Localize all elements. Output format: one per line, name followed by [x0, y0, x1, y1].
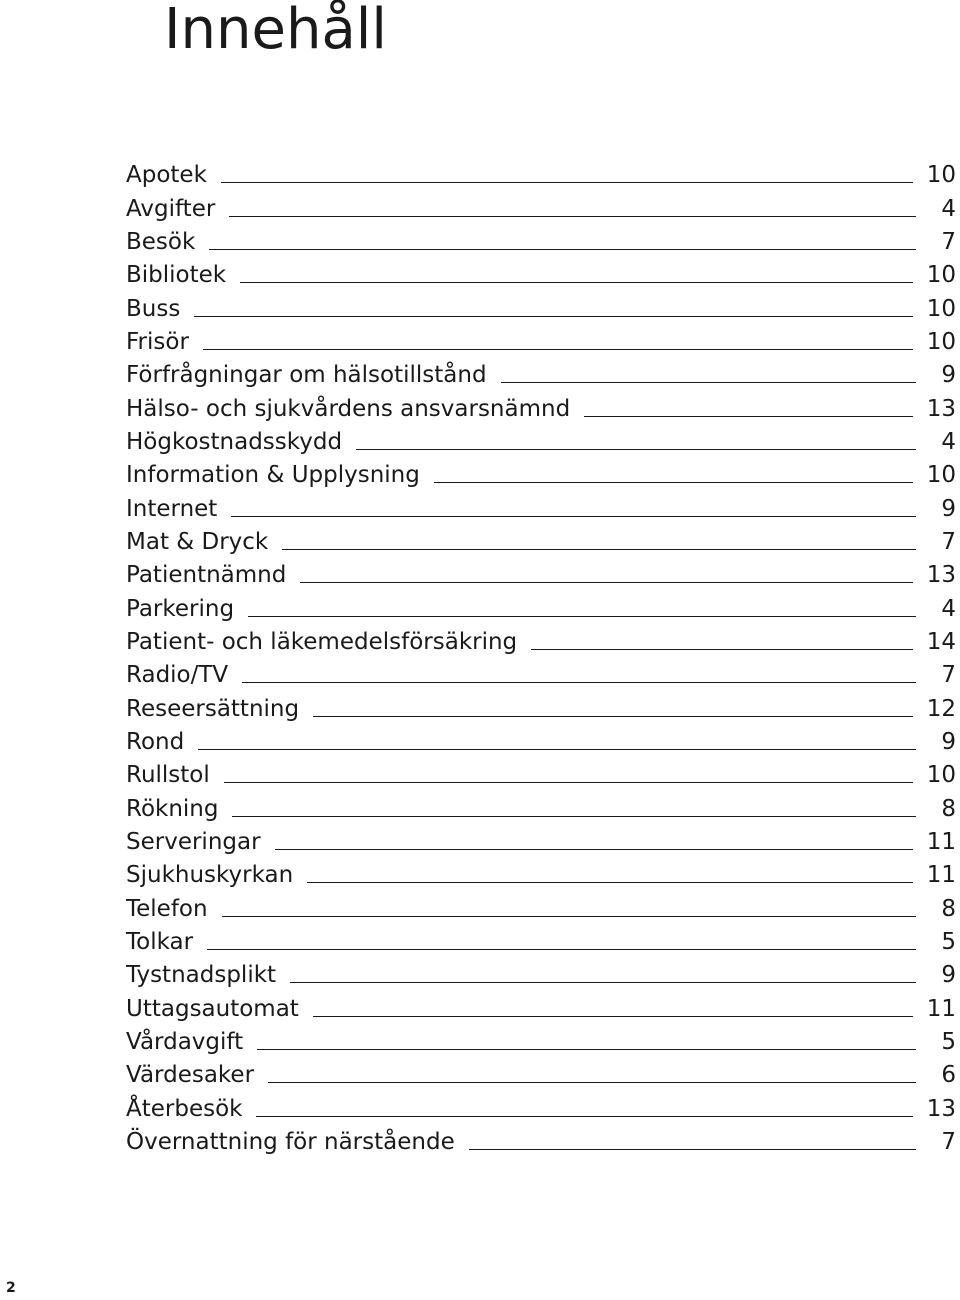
- toc-entry-page: 11: [926, 995, 956, 1022]
- toc-entry-label: Sjukhuskyrkan: [126, 862, 294, 889]
- toc-entry: [126, 256, 956, 289]
- toc-entry-page: 13: [926, 395, 956, 422]
- toc-entry: [126, 323, 956, 356]
- toc-entry-page: 7: [941, 1128, 956, 1155]
- toc-entry-label: Rullstol: [126, 762, 210, 789]
- toc-entry: [126, 623, 956, 656]
- toc-entry-label: Vårdavgift: [126, 1028, 244, 1055]
- table-of-contents: [126, 156, 956, 1156]
- toc-entry-page: 9: [941, 962, 956, 989]
- toc-entry: [126, 689, 956, 722]
- toc-entry: [126, 723, 956, 756]
- toc-entry-label: Internet: [126, 495, 218, 522]
- toc-leader-line: [469, 1149, 916, 1150]
- toc-leader-line: [222, 916, 916, 917]
- toc-entry-page: 10: [926, 262, 956, 289]
- toc-entry: [126, 823, 956, 856]
- toc-entry-page: 10: [926, 462, 956, 489]
- toc-entry-label: Telefon: [126, 895, 208, 922]
- toc-entry-page: 11: [926, 862, 956, 889]
- toc-entry-page: 10: [926, 328, 956, 355]
- toc-entry-page: 9: [941, 495, 956, 522]
- toc-entry-label: Radio/TV: [126, 662, 229, 689]
- toc-entry-label: Apotek: [126, 162, 207, 189]
- toc-entry-label: Hälso- och sjukvårdens ansvarsnämnd: [126, 395, 571, 422]
- toc-entry-page: 4: [941, 195, 956, 222]
- toc-leader-line: [307, 882, 913, 883]
- toc-entry: [126, 656, 956, 689]
- toc-leader-line: [313, 1016, 913, 1017]
- toc-entry-label: Information & Upplysning: [126, 462, 420, 489]
- toc-entry: [126, 1056, 956, 1089]
- page-title: Innehåll: [164, 0, 387, 62]
- toc-entry: [126, 589, 956, 622]
- toc-entry-page: 5: [941, 1028, 956, 1055]
- toc-entry-label: Buss: [126, 295, 181, 322]
- toc-entry-page: 10: [926, 762, 956, 789]
- toc-entry: [126, 189, 956, 222]
- toc-entry-label: Återbesök: [126, 1095, 243, 1122]
- toc-leader-line: [356, 449, 916, 450]
- toc-entry-label: Serveringar: [126, 828, 261, 855]
- toc-entry-page: 9: [941, 362, 956, 389]
- toc-entry-label: Uttagsautomat: [126, 995, 299, 1022]
- toc-entry-page: 14: [926, 628, 956, 655]
- toc-entry: [126, 923, 956, 956]
- toc-leader-line: [231, 516, 916, 517]
- toc-entry-label: Rond: [126, 728, 185, 755]
- toc-entry-label: Besök: [126, 228, 196, 255]
- page-number: 2: [6, 1280, 16, 1296]
- toc-leader-line: [275, 849, 913, 850]
- toc-entry-label: Förfrågningar om hälsotillstånd: [126, 362, 487, 389]
- toc-entry: [126, 289, 956, 322]
- toc-leader-line: [194, 316, 912, 317]
- toc-leader-line: [313, 716, 913, 717]
- toc-entry-page: 12: [926, 695, 956, 722]
- toc-entry-page: 13: [926, 1095, 956, 1122]
- toc-entry-label: Tystnadsplikt: [126, 962, 277, 989]
- toc-entry-label: Frisör: [126, 328, 189, 355]
- toc-entry: [126, 456, 956, 489]
- toc-entry-page: 13: [926, 562, 956, 589]
- toc-entry-label: Avgifter: [126, 195, 216, 222]
- toc-entry-label: Rökning: [126, 795, 219, 822]
- toc-leader-line: [300, 582, 912, 583]
- toc-entry-page: 10: [926, 162, 956, 189]
- toc-entry-page: 4: [941, 428, 956, 455]
- toc-entry: [126, 1023, 956, 1056]
- toc-entry-page: 7: [941, 528, 956, 555]
- toc-entry-label: Bibliotek: [126, 262, 227, 289]
- toc-entry: [126, 1089, 956, 1122]
- toc-leader-line: [434, 482, 913, 483]
- toc-leader-line: [268, 1082, 916, 1083]
- toc-leader-line: [240, 282, 913, 283]
- toc-leader-line: [531, 649, 913, 650]
- toc-entry-label: Patient- och läkemedelsförsäkring: [126, 628, 518, 655]
- toc-entry: [126, 523, 956, 556]
- toc-entry: [126, 889, 956, 922]
- toc-leader-line: [209, 249, 916, 250]
- toc-leader-line: [282, 549, 916, 550]
- toc-entry-page: 6: [941, 1062, 956, 1089]
- toc-entry-page: 7: [941, 662, 956, 689]
- toc-leader-line: [207, 949, 916, 950]
- toc-leader-line: [248, 616, 916, 617]
- toc-entry-page: 8: [941, 795, 956, 822]
- toc-entry: [126, 856, 956, 889]
- toc-entry: [126, 223, 956, 256]
- toc-leader-line: [584, 416, 913, 417]
- toc-entry-label: Patientnämnd: [126, 562, 287, 589]
- toc-entry-page: 10: [926, 295, 956, 322]
- toc-entry: [126, 356, 956, 389]
- toc-entry: [126, 389, 956, 422]
- toc-entry-label: Värdesaker: [126, 1062, 255, 1089]
- toc-entry-label: Tolkar: [126, 928, 194, 955]
- toc-leader-line: [221, 182, 913, 183]
- toc-entry: [126, 789, 956, 822]
- toc-leader-line: [242, 682, 916, 683]
- toc-leader-line: [198, 749, 916, 750]
- toc-entry: [126, 423, 956, 456]
- toc-leader-line: [229, 216, 916, 217]
- toc-entry-label: Parkering: [126, 595, 235, 622]
- toc-entry: [126, 956, 956, 989]
- toc-entry-label: Övernattning för närstående: [126, 1128, 455, 1155]
- toc-entry-label: Mat & Dryck: [126, 528, 269, 555]
- toc-leader-line: [224, 782, 913, 783]
- toc-entry: [126, 989, 956, 1022]
- toc-entry: [126, 489, 956, 522]
- toc-leader-line: [203, 349, 913, 350]
- toc-entry: [126, 556, 956, 589]
- toc-entry-page: 5: [941, 928, 956, 955]
- toc-entry: [126, 1123, 956, 1156]
- toc-leader-line: [257, 1049, 916, 1050]
- toc-entry-page: 9: [941, 728, 956, 755]
- toc-entry: [126, 756, 956, 789]
- toc-entry-page: 8: [941, 895, 956, 922]
- toc-entry: [126, 156, 956, 189]
- toc-entry-label: Reseersättning: [126, 695, 300, 722]
- toc-entry-label: Högkostnadsskydd: [126, 428, 343, 455]
- toc-entry-page: 4: [941, 595, 956, 622]
- toc-leader-line: [501, 382, 916, 383]
- toc-leader-line: [290, 982, 916, 983]
- toc-leader-line: [256, 1116, 912, 1117]
- toc-entry-page: 7: [941, 228, 956, 255]
- toc-entry-page: 11: [926, 828, 956, 855]
- toc-leader-line: [232, 816, 916, 817]
